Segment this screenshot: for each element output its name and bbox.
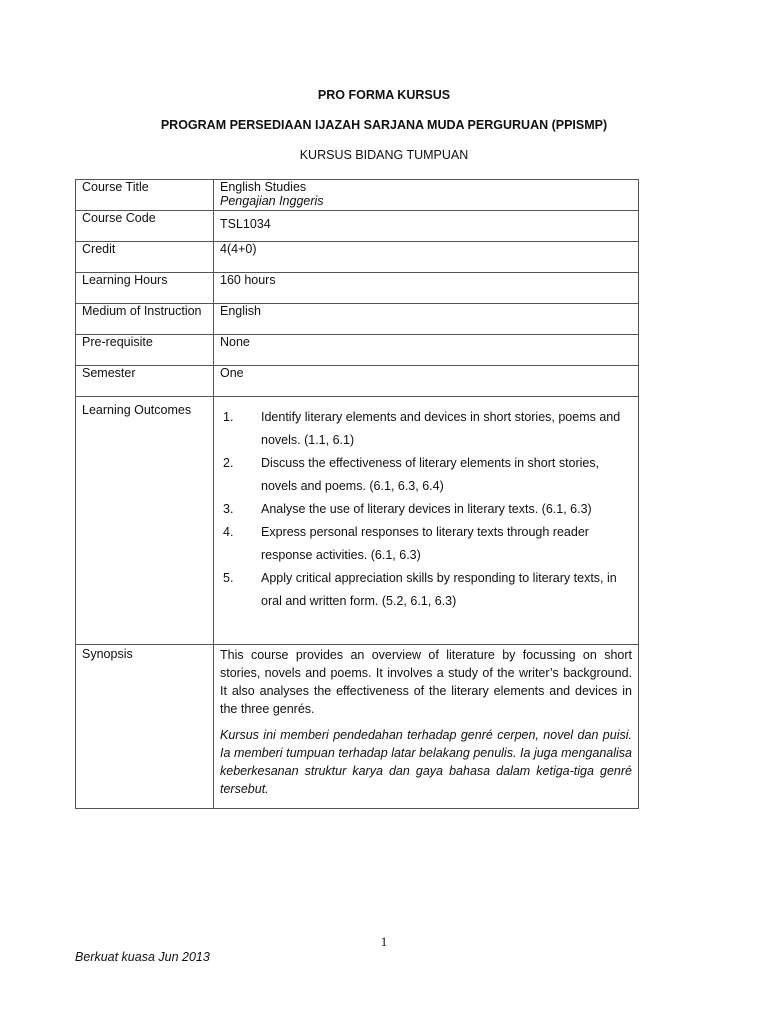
- learning-outcomes-label: Learning Outcomes: [76, 397, 214, 645]
- program-title: PROGRAM PERSEDIAAN IJAZAH SARJANA MUDA PERGURUAN (PPISMP): [160, 118, 608, 132]
- course-title-value: [214, 180, 639, 211]
- row-credit: [76, 242, 639, 273]
- synopsis-value: [214, 645, 639, 809]
- list-item: [220, 567, 632, 613]
- semester-value: One: [214, 366, 639, 397]
- page-number: 1: [380, 934, 388, 949]
- course-title-ms: Pengajian Inggeris: [220, 194, 324, 208]
- semester-label: Semester: [76, 366, 214, 397]
- outcome-text: Analyse the use of literary devices in literary texts. (6.1, 6.3): [261, 502, 592, 516]
- row-course-title: [76, 180, 639, 211]
- prerequisite-value: None: [214, 335, 639, 366]
- prerequisite-label: Pre-requisite: [76, 335, 214, 366]
- outcome-number: 5.: [223, 571, 234, 585]
- outcomes-list: [220, 406, 632, 613]
- list-item: [220, 452, 632, 498]
- credit-label: Credit: [76, 242, 214, 273]
- list-item: [220, 498, 632, 521]
- row-prerequisite: [76, 335, 639, 366]
- medium-label: Medium of Instruction: [76, 304, 214, 335]
- outcome-text: Discuss the effectiveness of literary elements in short stories, novels and poems. (6.1, 6.3, 6.4): [261, 456, 600, 493]
- list-item: [220, 521, 632, 567]
- footer-effective-date: Berkuat kuasa Jun 2013: [75, 950, 210, 964]
- medium-value: English: [214, 304, 639, 335]
- course-code-label: Course Code: [76, 211, 214, 242]
- row-medium: [76, 304, 639, 335]
- document-title: PRO FORMA KURSUS: [317, 88, 451, 102]
- outcome-number: 3.: [223, 502, 234, 516]
- outcome-text: Identify literary elements and devices in short stories, poems and novels. (1.1, 6.1): [261, 410, 621, 447]
- row-course-code: [76, 211, 639, 242]
- learning-hours-label: Learning Hours: [76, 273, 214, 304]
- outcome-number: 4.: [223, 525, 234, 539]
- course-category: KURSUS BIDANG TUMPUAN: [299, 148, 469, 162]
- outcome-text: Apply critical appreciation skills by responding to literary texts, in oral and written form. (5.2, 6.1, 6.3): [261, 571, 617, 608]
- outcome-number: 1.: [223, 410, 234, 424]
- course-title-label: Course Title: [76, 180, 214, 211]
- synopsis-en: This course provides an overview of literature by focussing on short stories, novels and poems. It involves a study of the writer’s background. It also analyses the effectiveness of the literary elements and devices in the three genrés.: [220, 648, 632, 716]
- course-title-en: English Studies: [220, 180, 307, 194]
- course-info-table: [75, 179, 639, 809]
- list-item: [220, 406, 632, 452]
- synopsis-ms: Kursus ini memberi pendedahan terhadap genré cerpen, novel dan puisi. Ia memberi tumpuan terhadap latar belakang penulis. Ia juga menganalisa keberkesanan struktur karya dan gaya bahasa dalam ketiga-tiga genré tersebut.: [220, 728, 632, 796]
- learning-hours-value: 160 hours: [214, 273, 639, 304]
- row-semester: [76, 366, 639, 397]
- learning-outcomes-value: [214, 397, 639, 645]
- row-learning-hours: [76, 273, 639, 304]
- outcome-number: 2.: [223, 456, 234, 470]
- course-code-value: TSL1034: [214, 211, 639, 242]
- row-synopsis: [76, 645, 639, 809]
- outcome-text: Express personal responses to literary texts through reader response activities. (6.1, 6.3): [261, 525, 589, 562]
- synopsis-label: Synopsis: [76, 645, 214, 809]
- credit-value: 4(4+0): [214, 242, 639, 273]
- row-learning-outcomes: [76, 397, 639, 645]
